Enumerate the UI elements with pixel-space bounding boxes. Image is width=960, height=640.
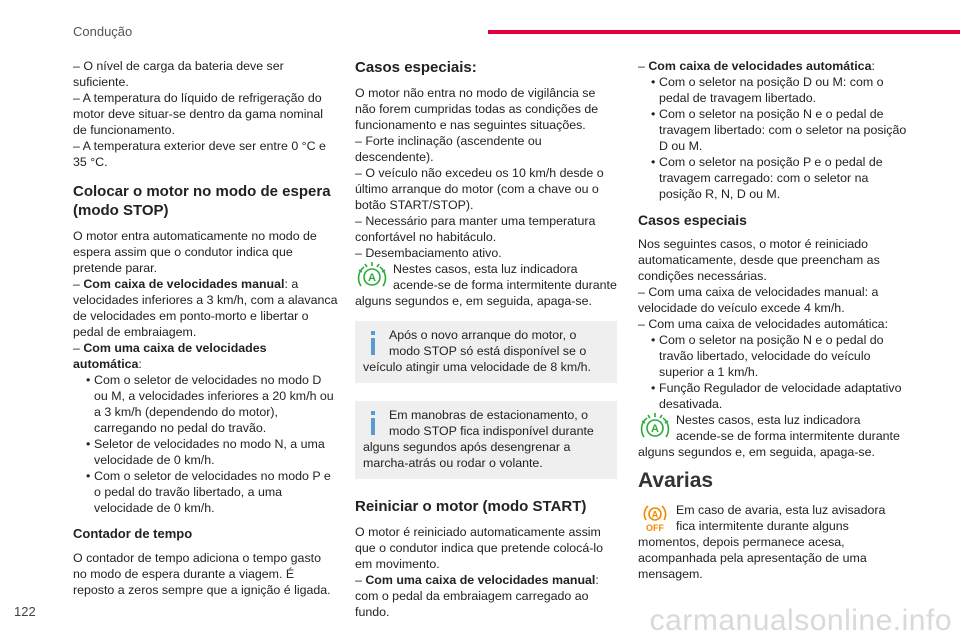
time-counter-text: O contador de tempo adiciona o tempo gasto no modo de espera durante a viagem. É reposto a zeros sempre que a ignição é ligada. bbox=[73, 551, 331, 597]
stop-auto-bullet-1: • Com o seletor de velocidades no modo D ou M, a velocidades inferiores a 20 km/h ou a 3 km/h (dependendo do motor), carregando no pedal do travão. bbox=[73, 372, 338, 436]
svg-text:A: A bbox=[651, 509, 659, 520]
start-auto-bullet-2: • Com o seletor na posição N e o pedal de travagem libertado: com o seletor na posição D ou M. bbox=[638, 106, 908, 154]
condition-battery: – O nível de carga da bateria deve ser suficiente. bbox=[73, 59, 284, 89]
restart-case-manual: – Com uma caixa de velocidades manual: a velocidade do veículo excede 4 km/h. bbox=[638, 285, 879, 315]
faults-heading: Avarias bbox=[638, 469, 714, 492]
watermark: carmanualsonline.info bbox=[649, 604, 952, 637]
column-2 bbox=[355, 58, 617, 620]
auto-start-stop-green-icon bbox=[638, 412, 672, 442]
stop-mode-intro: O motor entra automaticamente no modo de espera assim que o condutor indica que pretende parar. bbox=[73, 229, 317, 275]
lamp-text: Nestes casos, esta luz indicadora acende-se de forma intermitente durante alguns segundos e, em seguida, apaga-se. bbox=[355, 262, 617, 308]
start-auto-bullet-1: • Com o seletor na posição D ou M: com o pedal de travagem libertado. bbox=[638, 74, 908, 106]
stop-auto-gearbox: – Com uma caixa de velocidades automática: bbox=[73, 341, 267, 371]
auto-gearbox-label: Com uma caixa de velocidades automática bbox=[73, 341, 267, 371]
info-note-parking-text: Em manobras de estacionamento, o modo STOP fica indisponível durante alguns segundos após desengrenar a marcha-atrás ou rodar o volante. bbox=[363, 408, 594, 470]
page-number: 122 bbox=[14, 604, 36, 619]
lamp-paragraph bbox=[355, 261, 617, 309]
special-case-slope: – Forte inclinação (ascendente ou descendente). bbox=[355, 134, 542, 164]
special-cases-restart-heading: Casos especiais bbox=[638, 212, 747, 228]
start-manual-gearbox: – Com uma caixa de velocidades manual: com o pedal da embraiagem carregado ao fundo. bbox=[355, 573, 599, 619]
special-case-demisting: – Desembaciamento ativo. bbox=[355, 246, 502, 260]
manual-gearbox-text: : a velocidades inferiores a 3 km/h, com a alavanca de velocidades em ponto-morto e libertar o pedal de embraiagem. bbox=[73, 277, 338, 339]
auto-start-stop-green-icon bbox=[355, 261, 389, 291]
stop-auto-bullet-3: • Com o seletor de velocidades no modo P e o pedal do travão libertado, a uma velocidade de 0 km/h. bbox=[73, 468, 338, 516]
special-cases-restart-intro: Nos seguintes casos, o motor é reiniciado automaticamente, desde que preencham as condições necessárias. bbox=[638, 237, 880, 283]
section-title: Condução bbox=[73, 24, 133, 39]
info-icon bbox=[363, 327, 385, 357]
condition-coolant: – A temperatura do líquido de refrigeração do motor deve situar-se dentro da gama nominal de funcionamento. bbox=[73, 91, 324, 137]
stop-manual-gearbox: – Com caixa de velocidades manual: a velocidades inferiores a 3 km/h, com a alavanca de velocidades em ponto-morto e libertar o pedal de embraiagem. bbox=[73, 277, 338, 339]
restart-auto-sub-2: • Função Regulador de velocidade adaptativo desativada. bbox=[638, 380, 908, 412]
start-mode-heading: Reiniciar o motor (modo START) bbox=[355, 498, 587, 515]
svg-text:A: A bbox=[368, 272, 376, 284]
off-icon-label: OFF bbox=[646, 523, 664, 533]
restart-case-auto: – Com uma caixa de velocidades automática: bbox=[638, 317, 889, 331]
fault-paragraph bbox=[638, 502, 908, 582]
header-accent-bar bbox=[488, 30, 960, 34]
start-auto-gearbox: – Com caixa de velocidades automática: bbox=[638, 59, 875, 73]
time-counter-heading: Contador de tempo bbox=[73, 526, 193, 541]
lamp-paragraph-restart bbox=[638, 412, 908, 460]
info-note-restart bbox=[355, 321, 617, 383]
stop-auto-bullet-2: • Seletor de velocidades no modo N, a uma velocidade de 0 km/h. bbox=[73, 436, 338, 468]
info-icon bbox=[363, 407, 385, 437]
info-note-restart-text: Após o novo arranque do motor, o modo STOP só está disponível se o veículo atingir uma velocidade de 8 km/h. bbox=[363, 328, 591, 374]
start-manual-label: Com uma caixa de velocidades manual bbox=[365, 573, 596, 587]
restart-auto-sub-1: • Com o seletor na posição N e o pedal do travão libertado, velocidade do veículo superior a 1 km/h. bbox=[638, 332, 908, 380]
special-cases-intro: O motor não entra no modo de vigilância se não forem cumpridas todas as condições de funcionamento e nas seguintes situações. bbox=[355, 86, 599, 132]
fault-text: Em caso de avaria, esta luz avisadora fica intermitente durante alguns momentos, depois permanece acesa, acompanhada pela apresentação de uma mensagem. bbox=[638, 503, 886, 581]
svg-text:A: A bbox=[651, 423, 659, 435]
start-auto-label: Com caixa de velocidades automática bbox=[648, 59, 872, 73]
start-manual-text: : com o pedal da embraiagem carregado ao fundo. bbox=[355, 573, 599, 619]
stop-mode-heading: Colocar o motor no modo de espera (modo STOP) bbox=[73, 183, 331, 219]
start-mode-intro: O motor é reiniciado automaticamente assim que o condutor indica que pretende colocá-lo em movimento. bbox=[355, 525, 603, 571]
info-note-parking bbox=[355, 401, 617, 479]
special-cases-heading: Casos especiais: bbox=[355, 59, 477, 76]
lamp-text-restart: Nestes casos, esta luz indicadora acende-se de forma intermitente durante alguns segundos e, em seguida, apaga-se. bbox=[638, 413, 900, 459]
special-case-comfort: – Necessário para manter uma temperatura confortável no habitáculo. bbox=[355, 214, 596, 244]
column-1 bbox=[73, 58, 338, 598]
auto-start-stop-off-icon bbox=[638, 502, 672, 534]
manual-gearbox-label: Com caixa de velocidades manual bbox=[83, 277, 285, 291]
start-auto-bullet-3: • Com o seletor na posição P e o pedal de travagem carregado: com o seletor na posição R, N, D ou M. bbox=[638, 154, 908, 202]
column-3 bbox=[638, 58, 908, 582]
special-case-speed: – O veículo não excedeu os 10 km/h desde o último arranque do motor (com a chave ou o botão START/STOP). bbox=[355, 166, 604, 212]
condition-temperature: – A temperatura exterior deve ser entre 0 °C e 35 °C. bbox=[73, 139, 326, 169]
